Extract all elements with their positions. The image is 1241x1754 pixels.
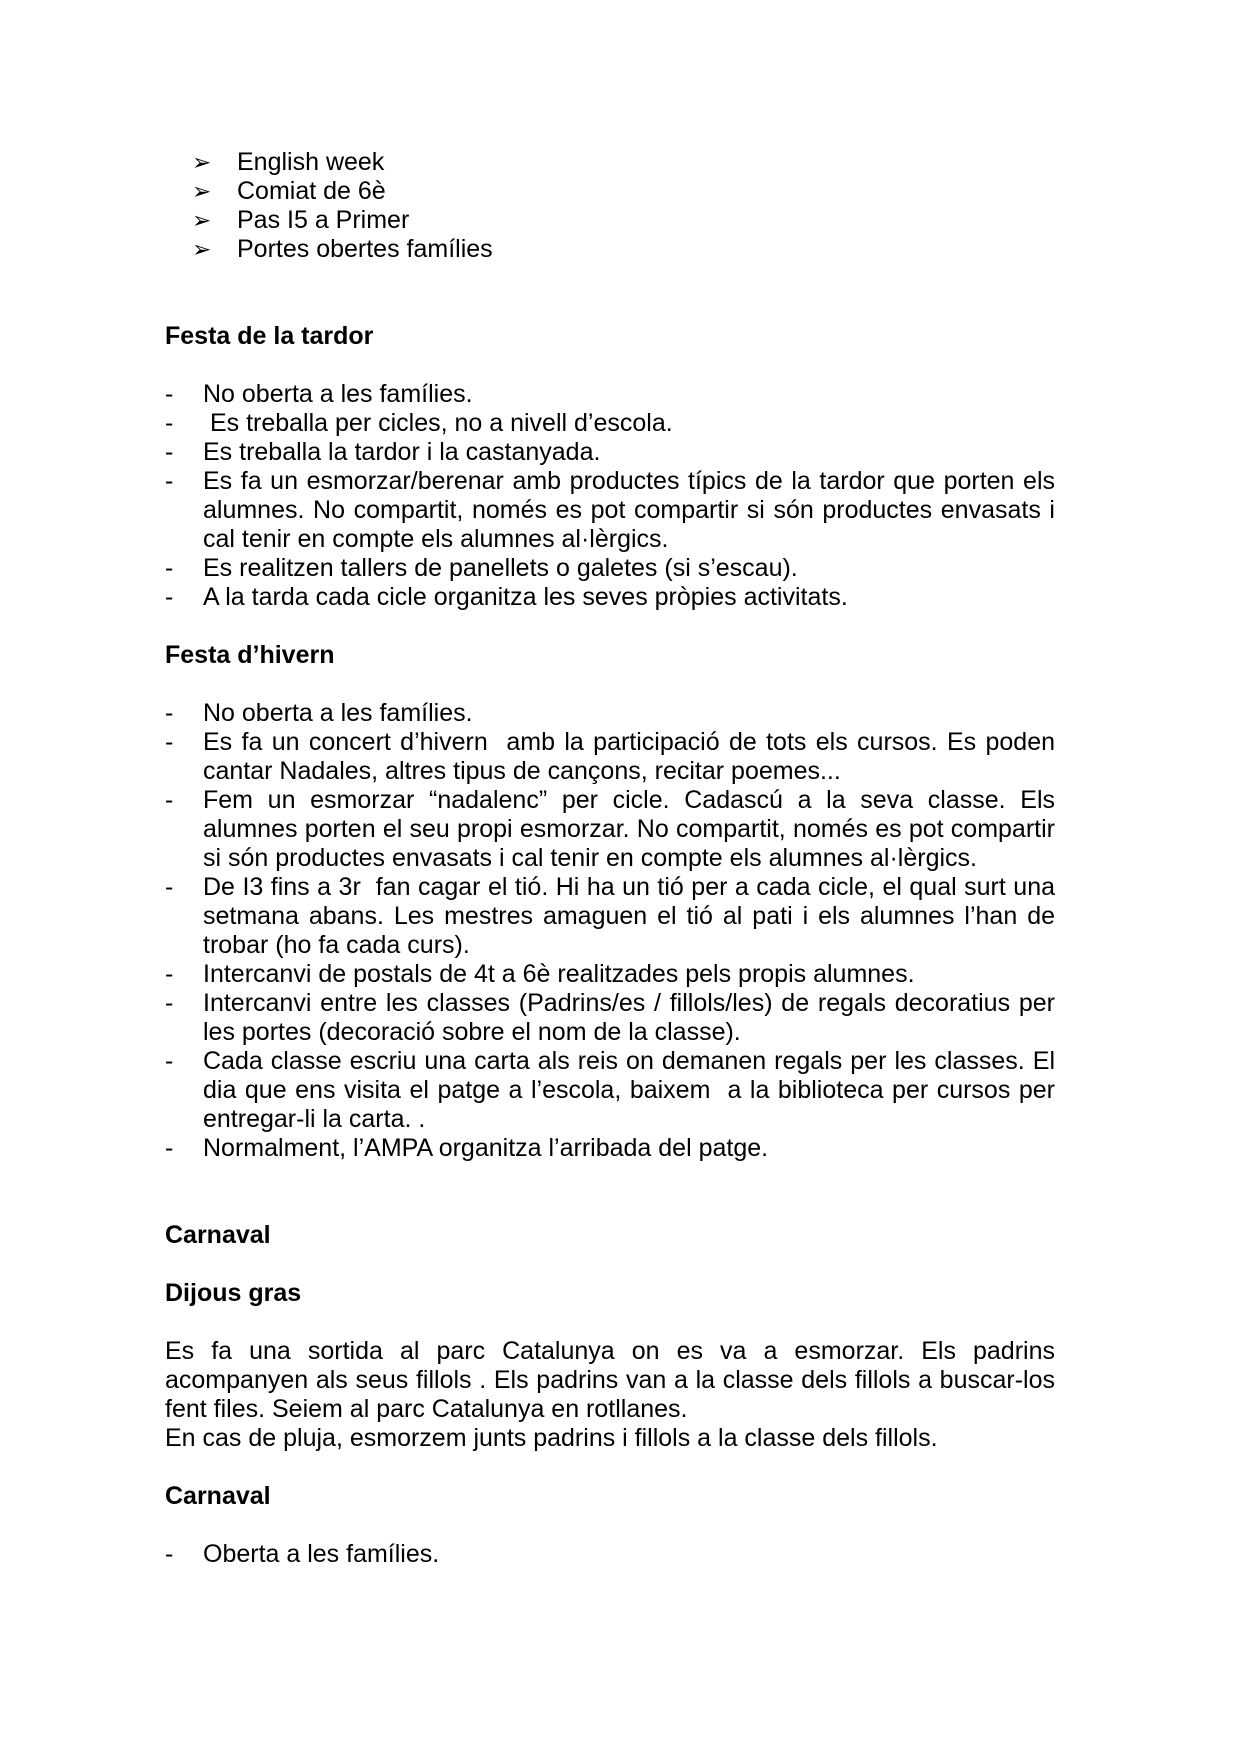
dash-bullet: - [165,873,174,901]
dash-bullet: - [165,699,174,727]
list-item-text: Portes obertes famílies [237,235,493,263]
list-item [165,554,1055,583]
dash-bullet: - [165,1134,174,1162]
arrow-bullet-icon: ➢ [192,149,212,175]
heading-carnaval-2: Carnaval [165,1482,271,1510]
carnaval-list [165,1540,1055,1569]
list-item-text: Cada classe escriu una carta als reis on demanen regals per les classes. El dia que ens visita el patge a l’escola, baixem a la biblioteca per cursos per entregar-li la carta. . [203,1047,1062,1133]
paragraph: Es fa una sortida al parc Catalunya on es va a esmorzar. Els padrins acompanyen als seus fillols . Els padrins van a la classe dels fillols a buscar-los fent files. Seiem al parc Catalunya en rotllanes. [165,1337,1062,1423]
arrow-bullet-icon: ➢ [192,178,212,204]
heading-festa-hivern: Festa d’hivern [165,641,335,669]
list-item [165,235,1055,264]
heading-carnaval: Carnaval [165,1221,271,1249]
list-item-text: Intercanvi entre les classes (Padrins/es / fillols/les) de regals decoratius per les portes (decoració sobre el nom de la classe). [203,989,1062,1046]
list-item [165,148,1055,177]
list-item [165,583,1055,612]
arrow-bullet-icon: ➢ [192,207,212,233]
list-item [165,438,1055,467]
list-item [165,960,1055,989]
list-item-text: De I3 fins a 3r fan cagar el tió. Hi ha un tió per a cada cicle, el qual surt una setmana abans. Les mestres amaguen el tió al pati i els alumnes l’han de trobar (ho fa cada curs). [203,873,1062,959]
dash-bullet: - [165,467,174,495]
dash-bullet: - [165,380,174,408]
list-item [165,177,1055,206]
list-item [165,409,1055,438]
list-item-text: Normalment, l’AMPA organitza l’arribada del patge. [203,1134,769,1162]
dash-bullet: - [165,438,174,466]
list-item [165,699,1055,728]
list-item-text: A la tarda cada cicle organitza les seves pròpies activitats. [203,583,848,611]
list-item-text: No oberta a les famílies. [203,699,473,727]
list-item-text: No oberta a les famílies. [203,380,473,408]
list-item [165,380,1055,409]
intro-bullet-list [165,148,1055,264]
heading-dijous-gras: Dijous gras [165,1279,302,1307]
list-item-text: Es realitzen tallers de panellets o galetes (si s’escau). [203,554,798,582]
list-item-text: Es fa un concert d’hivern amb la participació de tots els cursos. Es poden cantar Nadales, altres tipus de cançons, recitar poemes... [203,728,1062,785]
festa-tardor-list [165,380,1062,612]
list-item-text: Comiat de 6è [237,177,386,205]
list-item-text: Oberta a les famílies. [203,1540,440,1568]
list-item [165,206,1055,235]
list-item [165,873,1062,960]
list-item [165,467,1062,554]
festa-hivern-list [165,699,1062,1163]
dash-bullet: - [165,786,174,814]
arrow-bullet-icon: ➢ [192,236,212,262]
heading-festa-tardor: Festa de la tardor [165,322,374,350]
paragraph: En cas de pluja, esmorzem junts padrins i fillols a la classe dels fillols. [165,1424,938,1452]
list-item-text: English week [237,148,385,176]
list-item-text: Es treballa per cicles, no a nivell d’escola. [203,409,673,437]
list-item-text: Pas I5 a Primer [237,206,410,234]
list-item-text: Es fa un esmorzar/berenar amb productes típics de la tardor que porten els alumnes. No compartit, només es pot compartir si són productes envasats i cal tenir en compte els alumnes al·lèrgics. [203,467,1062,553]
dash-bullet: - [165,960,174,988]
list-item [165,786,1062,873]
dash-bullet: - [165,1047,174,1075]
dash-bullet: - [165,728,174,756]
dash-bullet: - [165,409,174,437]
list-item [165,1134,1055,1163]
dash-bullet: - [165,989,174,1017]
list-item [165,728,1062,786]
dash-bullet: - [165,583,174,611]
dash-bullet: - [165,554,174,582]
list-item [165,1047,1062,1134]
list-item-text: Fem un esmorzar “nadalenc” per cicle. Cadascú a la seva classe. Els alumnes porten el seu propi esmorzar. No compartit, només es pot compartir si són productes envasats i cal tenir en compte els alumnes al·lèrgics. [203,786,1062,872]
list-item-text: Intercanvi de postals de 4t a 6è realitzades pels propis alumnes. [203,960,915,988]
list-item [165,1540,1055,1569]
list-item-text: Es treballa la tardor i la castanyada. [203,438,601,466]
list-item [165,989,1062,1047]
dash-bullet: - [165,1540,174,1568]
dijous-gras-paragraphs [165,1337,1062,1453]
